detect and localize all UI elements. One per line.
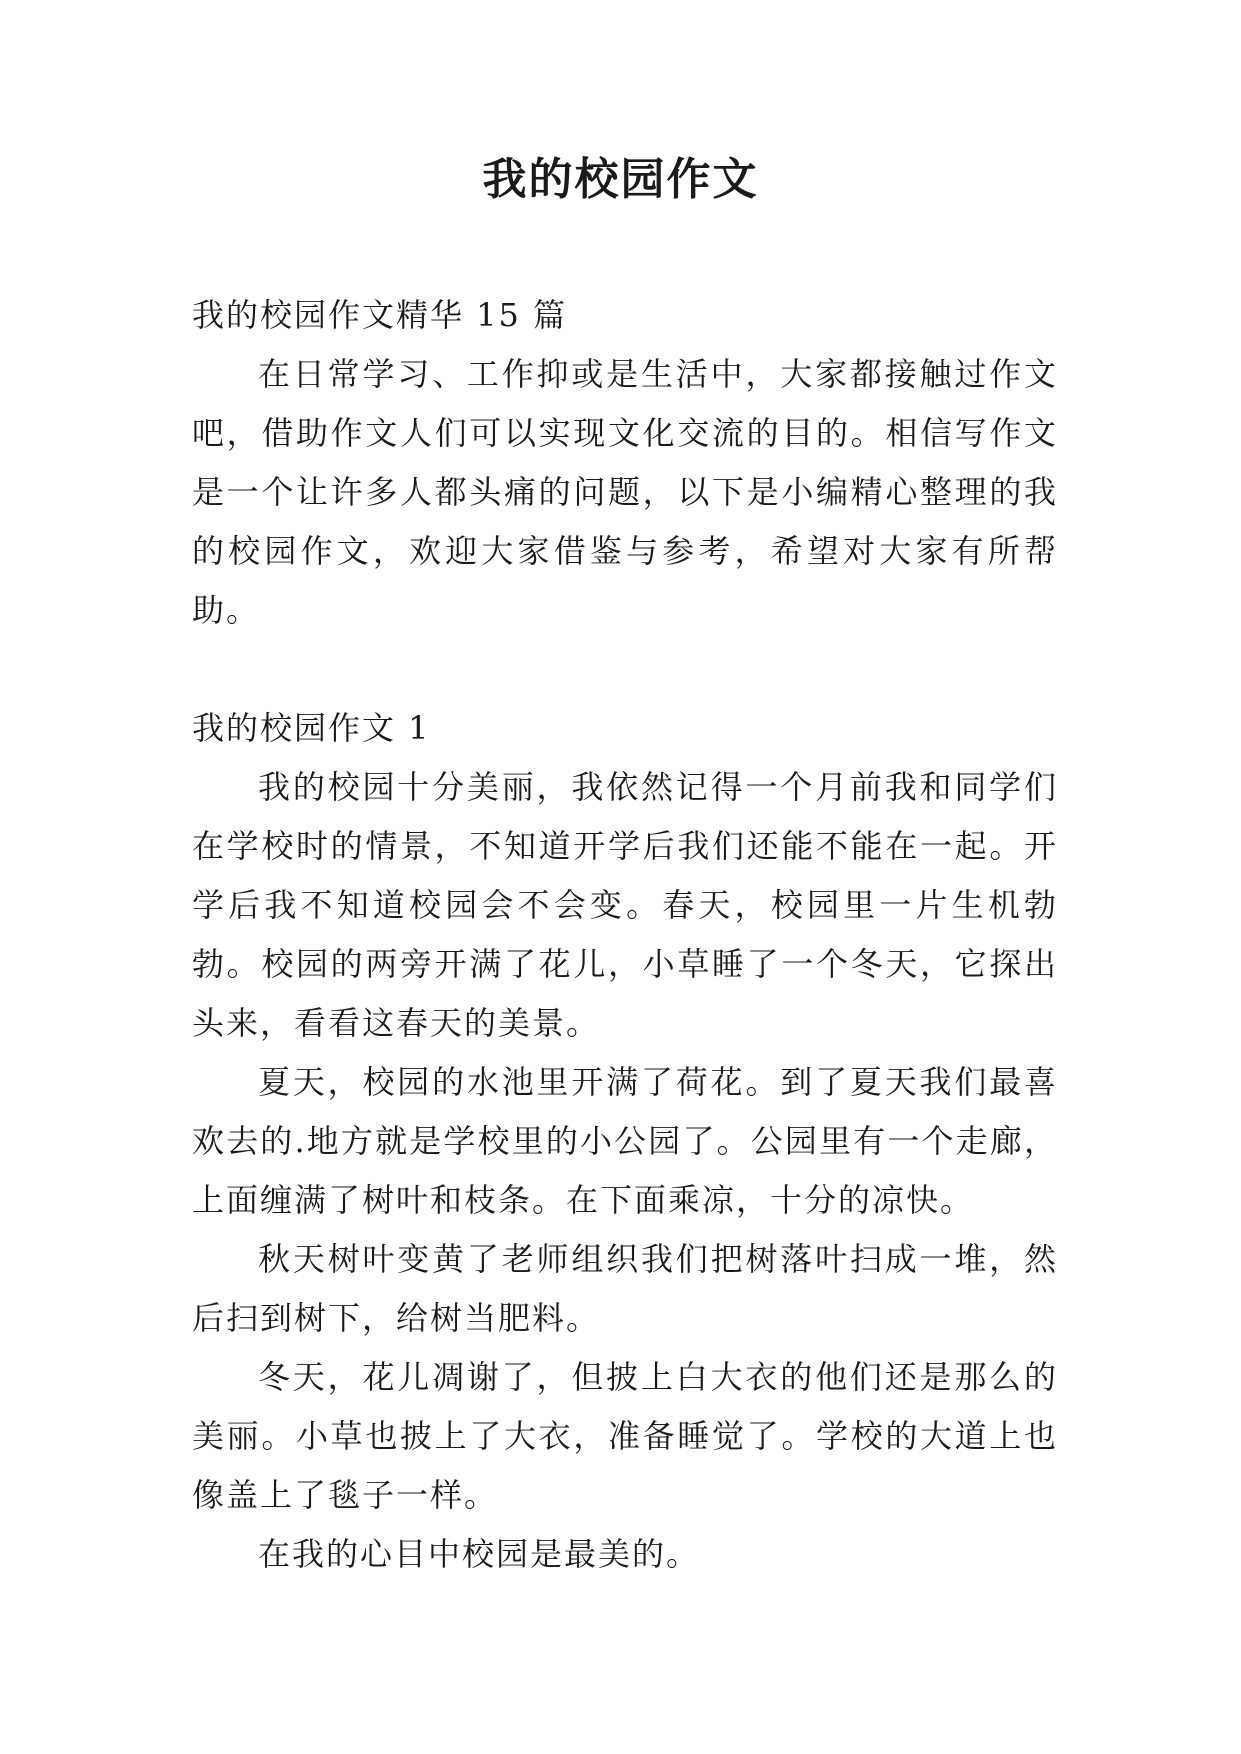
document-body (192, 286, 1058, 1584)
document-subtitle: 我的校园作文精华 15 篇 (192, 296, 568, 334)
body-paragraph: 冬天，花儿凋谢了，但披上白大衣的他们还是那么的美丽。小草也披上了大衣，准备睡觉了。学校的大道上也像盖上了毯子一样。 (192, 1358, 1058, 1514)
body-paragraph: 我的校园十分美丽，我依然记得一个月前我和同学们在学校时的情景，不知道开学后我们还能不能在一起。开学后我不知道校园会不会变。春天，校园里一片生机勃勃。校园的两旁开满了花儿，小草睡了一个冬天，它探出头来，看看这春天的美景。 (192, 768, 1058, 1042)
body-paragraph: 秋天树叶变黄了老师组织我们把树落叶扫成一堆，然后扫到树下，给树当肥料。 (192, 1240, 1058, 1337)
section-heading: 我的校园作文 1 (192, 709, 431, 747)
document-title: 我的校园作文 (482, 154, 759, 205)
body-paragraph: 夏天，校园的水池里开满了荷花。到了夏天我们最喜欢去的.地方就是学校里的小公园了。公园里有一个走廊，上面缠满了树叶和枝条。在下面乘凉，十分的凉快。 (192, 1063, 1058, 1219)
intro-paragraph: 在日常学习、工作抑或是生活中，大家都接触过作文吧，借助作文人们可以实现文化交流的目的。相信写作文是一个让许多人都头痛的问题，以下是小编精心整理的我的校园作文，欢迎大家借鉴与参考，希望对大家有所帮助。 (192, 355, 1058, 629)
section-spacer (192, 640, 1058, 699)
body-paragraph: 在我的心目中校园是最美的。 (258, 1535, 701, 1573)
